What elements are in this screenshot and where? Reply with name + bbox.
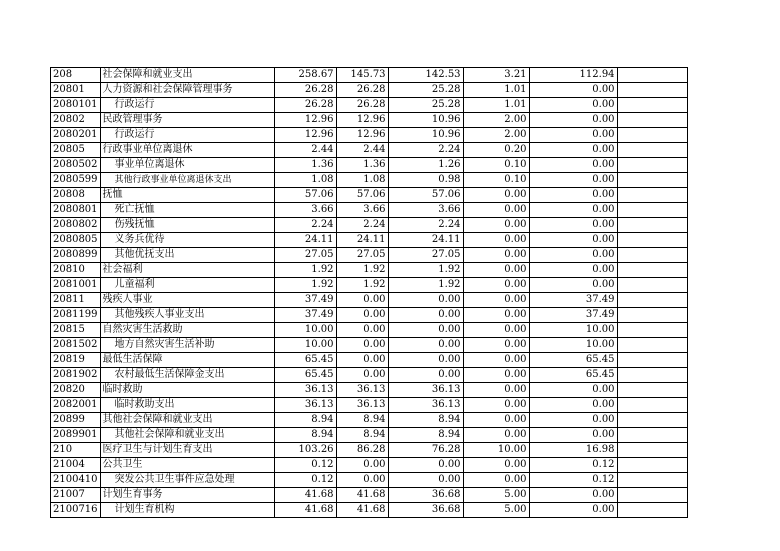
code-cell: 20899 (51, 413, 101, 428)
code-cell: 2080502 (51, 158, 101, 173)
value-cell: 36.68 (388, 503, 463, 518)
name-cell: 其他行政事业单位离退休支出 (100, 173, 274, 188)
value-cell: 36.68 (388, 488, 463, 503)
value-cell: 0.00 (463, 233, 529, 248)
table-row (51, 128, 688, 143)
value-cell: 3.66 (336, 203, 388, 218)
value-cell: 0.00 (336, 338, 388, 353)
value-cell: 12.96 (336, 128, 388, 143)
empty-cell (617, 68, 687, 83)
code-cell: 2100716 (51, 503, 101, 518)
table-row (51, 218, 688, 233)
value-cell: 142.53 (388, 68, 463, 83)
value-cell: 10.00 (463, 443, 529, 458)
value-cell: 0.00 (463, 428, 529, 443)
value-cell: 5.00 (463, 488, 529, 503)
code-cell: 2080201 (51, 128, 101, 143)
table-row (51, 353, 688, 368)
table-row (51, 398, 688, 413)
value-cell: 36.13 (388, 398, 463, 413)
value-cell: 2.24 (274, 218, 336, 233)
value-cell: 0.00 (336, 353, 388, 368)
table-row (51, 233, 688, 248)
value-cell: 10.00 (274, 323, 336, 338)
value-cell: 41.68 (274, 503, 336, 518)
value-cell: 0.00 (463, 458, 529, 473)
name-cell: 残疾人事业 (100, 293, 274, 308)
code-cell: 208 (51, 68, 101, 83)
code-cell: 20811 (51, 293, 101, 308)
empty-cell (617, 503, 687, 518)
value-cell: 8.94 (336, 428, 388, 443)
value-cell: 37.49 (529, 293, 617, 308)
table-row (51, 173, 688, 188)
name-cell: 社会保障和就业支出 (100, 68, 274, 83)
code-cell: 21004 (51, 458, 101, 473)
value-cell: 0.00 (529, 233, 617, 248)
empty-cell (617, 323, 687, 338)
code-cell: 2081001 (51, 278, 101, 293)
table-row (51, 338, 688, 353)
value-cell: 24.11 (274, 233, 336, 248)
value-cell: 65.45 (274, 353, 336, 368)
value-cell: 0.12 (529, 458, 617, 473)
value-cell: 0.00 (529, 158, 617, 173)
table-row (51, 323, 688, 338)
value-cell: 0.00 (529, 488, 617, 503)
value-cell: 0.00 (388, 473, 463, 488)
value-cell: 1.01 (463, 98, 529, 113)
name-cell: 其他残疾人事业支出 (100, 308, 274, 323)
table-row (51, 248, 688, 263)
value-cell: 12.96 (336, 113, 388, 128)
value-cell: 0.00 (529, 98, 617, 113)
name-cell: 抚恤 (100, 188, 274, 203)
value-cell: 10.00 (274, 338, 336, 353)
value-cell: 0.98 (388, 173, 463, 188)
value-cell: 0.00 (463, 293, 529, 308)
value-cell: 10.96 (388, 128, 463, 143)
name-cell: 最低生活保障 (100, 353, 274, 368)
empty-cell (617, 248, 687, 263)
value-cell: 0.00 (529, 428, 617, 443)
name-cell: 死亡抚恤 (100, 203, 274, 218)
value-cell: 26.28 (336, 83, 388, 98)
empty-cell (617, 263, 687, 278)
value-cell: 0.00 (529, 188, 617, 203)
empty-cell (617, 488, 687, 503)
value-cell: 76.28 (388, 443, 463, 458)
value-cell: 8.94 (388, 428, 463, 443)
value-cell: 0.00 (529, 113, 617, 128)
value-cell: 0.00 (336, 323, 388, 338)
value-cell: 0.00 (336, 368, 388, 383)
name-cell: 计划生育机构 (100, 503, 274, 518)
empty-cell (617, 398, 687, 413)
value-cell: 1.92 (388, 263, 463, 278)
value-cell: 258.67 (274, 68, 336, 83)
value-cell: 3.66 (388, 203, 463, 218)
value-cell: 0.00 (463, 353, 529, 368)
table-row (51, 473, 688, 488)
empty-cell (617, 218, 687, 233)
table-row (51, 68, 688, 83)
value-cell: 0.10 (463, 158, 529, 173)
value-cell: 0.00 (463, 188, 529, 203)
name-cell: 伤残抚恤 (100, 218, 274, 233)
empty-cell (617, 473, 687, 488)
value-cell: 36.13 (336, 383, 388, 398)
empty-cell (617, 158, 687, 173)
empty-cell (617, 293, 687, 308)
name-cell: 民政管理事务 (100, 113, 274, 128)
empty-cell (617, 338, 687, 353)
value-cell: 0.00 (463, 278, 529, 293)
value-cell: 0.00 (529, 263, 617, 278)
table-row (51, 113, 688, 128)
value-cell: 10.00 (529, 338, 617, 353)
table-row (51, 83, 688, 98)
value-cell: 10.00 (529, 323, 617, 338)
value-cell: 0.12 (274, 473, 336, 488)
value-cell: 41.68 (336, 488, 388, 503)
value-cell: 0.12 (529, 473, 617, 488)
value-cell: 0.00 (463, 473, 529, 488)
empty-cell (617, 443, 687, 458)
name-cell: 自然灾害生活救助 (100, 323, 274, 338)
value-cell: 37.49 (274, 293, 336, 308)
code-cell: 20805 (51, 143, 101, 158)
value-cell: 0.00 (529, 143, 617, 158)
value-cell: 0.00 (336, 473, 388, 488)
value-cell: 36.13 (336, 398, 388, 413)
name-cell: 行政运行 (100, 128, 274, 143)
value-cell: 0.00 (463, 368, 529, 383)
table-row (51, 458, 688, 473)
value-cell: 0.00 (529, 83, 617, 98)
value-cell: 0.00 (529, 278, 617, 293)
value-cell: 0.00 (529, 248, 617, 263)
name-cell: 医疗卫生与计划生育支出 (100, 443, 274, 458)
name-cell: 临时救助 (100, 383, 274, 398)
value-cell: 0.00 (388, 458, 463, 473)
value-cell: 25.28 (388, 98, 463, 113)
value-cell: 0.00 (529, 398, 617, 413)
value-cell: 12.96 (274, 128, 336, 143)
value-cell: 1.26 (388, 158, 463, 173)
code-cell: 2081199 (51, 308, 101, 323)
name-cell: 其他社会保障和就业支出 (100, 428, 274, 443)
table-row (51, 293, 688, 308)
empty-cell (617, 98, 687, 113)
value-cell: 0.00 (463, 263, 529, 278)
value-cell: 2.44 (274, 143, 336, 158)
value-cell: 36.13 (274, 398, 336, 413)
table-row (51, 278, 688, 293)
name-cell: 计划生育事务 (100, 488, 274, 503)
value-cell: 26.28 (274, 98, 336, 113)
empty-cell (617, 383, 687, 398)
code-cell: 2080805 (51, 233, 101, 248)
value-cell: 0.00 (529, 503, 617, 518)
value-cell: 65.45 (274, 368, 336, 383)
name-cell: 义务兵优待 (100, 233, 274, 248)
table-row (51, 188, 688, 203)
empty-cell (617, 353, 687, 368)
name-cell: 其他优抚支出 (100, 248, 274, 263)
value-cell: 0.12 (274, 458, 336, 473)
value-cell: 57.06 (388, 188, 463, 203)
value-cell: 0.00 (529, 203, 617, 218)
value-cell: 0.00 (388, 353, 463, 368)
value-cell: 1.92 (336, 278, 388, 293)
code-cell: 2082001 (51, 398, 101, 413)
code-cell: 21007 (51, 488, 101, 503)
table-row (51, 503, 688, 518)
empty-cell (617, 308, 687, 323)
name-cell: 公共卫生 (100, 458, 274, 473)
name-cell: 社会福利 (100, 263, 274, 278)
value-cell: 8.94 (388, 413, 463, 428)
value-cell: 0.00 (336, 458, 388, 473)
code-cell: 210 (51, 443, 101, 458)
table-row (51, 308, 688, 323)
table-row (51, 413, 688, 428)
empty-cell (617, 368, 687, 383)
value-cell: 8.94 (274, 413, 336, 428)
name-cell: 农村最低生活保障金支出 (100, 368, 274, 383)
name-cell: 事业单位离退休 (100, 158, 274, 173)
name-cell: 儿童福利 (100, 278, 274, 293)
code-cell: 2100410 (51, 473, 101, 488)
value-cell: 0.00 (463, 248, 529, 263)
name-cell: 临时救助支出 (100, 398, 274, 413)
value-cell: 27.05 (336, 248, 388, 263)
value-cell: 1.36 (274, 158, 336, 173)
value-cell: 8.94 (274, 428, 336, 443)
table-row (51, 443, 688, 458)
expenditure-table (50, 67, 688, 518)
value-cell: 1.92 (274, 278, 336, 293)
code-cell: 2080899 (51, 248, 101, 263)
value-cell: 0.00 (463, 338, 529, 353)
name-cell: 行政运行 (100, 98, 274, 113)
value-cell: 103.26 (274, 443, 336, 458)
value-cell: 36.13 (274, 383, 336, 398)
code-cell: 20801 (51, 83, 101, 98)
value-cell: 0.00 (336, 308, 388, 323)
empty-cell (617, 173, 687, 188)
code-cell: 20810 (51, 263, 101, 278)
value-cell: 1.92 (336, 263, 388, 278)
value-cell: 1.92 (274, 263, 336, 278)
value-cell: 0.00 (388, 368, 463, 383)
value-cell: 65.45 (529, 353, 617, 368)
empty-cell (617, 458, 687, 473)
name-cell: 地方自然灾害生活补助 (100, 338, 274, 353)
value-cell: 0.00 (388, 308, 463, 323)
value-cell: 0.10 (463, 173, 529, 188)
value-cell: 0.00 (388, 323, 463, 338)
code-cell: 2080802 (51, 218, 101, 233)
value-cell: 0.00 (463, 203, 529, 218)
value-cell: 112.94 (529, 68, 617, 83)
value-cell: 2.24 (388, 143, 463, 158)
empty-cell (617, 83, 687, 98)
code-cell: 20815 (51, 323, 101, 338)
empty-cell (617, 233, 687, 248)
value-cell: 8.94 (336, 413, 388, 428)
value-cell: 24.11 (336, 233, 388, 248)
name-cell: 人力资源和社会保障管理事务 (100, 83, 274, 98)
value-cell: 2.24 (388, 218, 463, 233)
value-cell: 1.92 (388, 278, 463, 293)
empty-cell (617, 188, 687, 203)
empty-cell (617, 128, 687, 143)
code-cell: 2080801 (51, 203, 101, 218)
code-cell: 20820 (51, 383, 101, 398)
value-cell: 36.13 (388, 383, 463, 398)
value-cell: 0.00 (529, 218, 617, 233)
value-cell: 3.66 (274, 203, 336, 218)
value-cell: 12.96 (274, 113, 336, 128)
empty-cell (617, 428, 687, 443)
value-cell: 0.00 (388, 338, 463, 353)
value-cell: 27.05 (388, 248, 463, 263)
value-cell: 2.24 (336, 218, 388, 233)
code-cell: 2081902 (51, 368, 101, 383)
value-cell: 0.00 (529, 128, 617, 143)
value-cell: 2.00 (463, 128, 529, 143)
code-cell: 20802 (51, 113, 101, 128)
value-cell: 2.44 (336, 143, 388, 158)
code-cell: 20819 (51, 353, 101, 368)
value-cell: 26.28 (336, 98, 388, 113)
value-cell: 1.08 (336, 173, 388, 188)
empty-cell (617, 203, 687, 218)
code-cell: 2089901 (51, 428, 101, 443)
value-cell: 25.28 (388, 83, 463, 98)
value-cell: 0.00 (463, 218, 529, 233)
value-cell: 0.00 (529, 173, 617, 188)
value-cell: 10.96 (388, 113, 463, 128)
value-cell: 0.00 (463, 413, 529, 428)
empty-cell (617, 113, 687, 128)
value-cell: 0.00 (388, 293, 463, 308)
value-cell: 57.06 (274, 188, 336, 203)
name-cell: 突发公共卫生事件应急处理 (100, 473, 274, 488)
code-cell: 2080101 (51, 98, 101, 113)
empty-cell (617, 143, 687, 158)
value-cell: 0.00 (463, 308, 529, 323)
value-cell: 86.28 (336, 443, 388, 458)
table-row (51, 98, 688, 113)
value-cell: 0.00 (529, 383, 617, 398)
table-row (51, 428, 688, 443)
value-cell: 0.00 (336, 293, 388, 308)
empty-cell (617, 413, 687, 428)
value-cell: 3.21 (463, 68, 529, 83)
table-row (51, 383, 688, 398)
value-cell: 145.73 (336, 68, 388, 83)
table-row (51, 368, 688, 383)
value-cell: 16.98 (529, 443, 617, 458)
value-cell: 2.00 (463, 113, 529, 128)
value-cell: 1.08 (274, 173, 336, 188)
value-cell: 27.05 (274, 248, 336, 263)
value-cell: 37.49 (274, 308, 336, 323)
value-cell: 65.45 (529, 368, 617, 383)
value-cell: 0.20 (463, 143, 529, 158)
table-row (51, 203, 688, 218)
name-cell: 行政事业单位离退休 (100, 143, 274, 158)
value-cell: 0.00 (529, 413, 617, 428)
value-cell: 0.00 (463, 398, 529, 413)
value-cell: 57.06 (336, 188, 388, 203)
value-cell: 1.36 (336, 158, 388, 173)
table-row (51, 263, 688, 278)
table-row (51, 143, 688, 158)
value-cell: 0.00 (463, 323, 529, 338)
value-cell: 41.68 (336, 503, 388, 518)
value-cell: 5.00 (463, 503, 529, 518)
value-cell: 37.49 (529, 308, 617, 323)
value-cell: 41.68 (274, 488, 336, 503)
code-cell: 2081502 (51, 338, 101, 353)
table-row (51, 488, 688, 503)
code-cell: 20808 (51, 188, 101, 203)
value-cell: 1.01 (463, 83, 529, 98)
name-cell: 其他社会保障和就业支出 (100, 413, 274, 428)
value-cell: 26.28 (274, 83, 336, 98)
empty-cell (617, 278, 687, 293)
table-row (51, 158, 688, 173)
code-cell: 2080599 (51, 173, 101, 188)
value-cell: 0.00 (463, 383, 529, 398)
table-body (51, 68, 688, 518)
value-cell: 24.11 (388, 233, 463, 248)
